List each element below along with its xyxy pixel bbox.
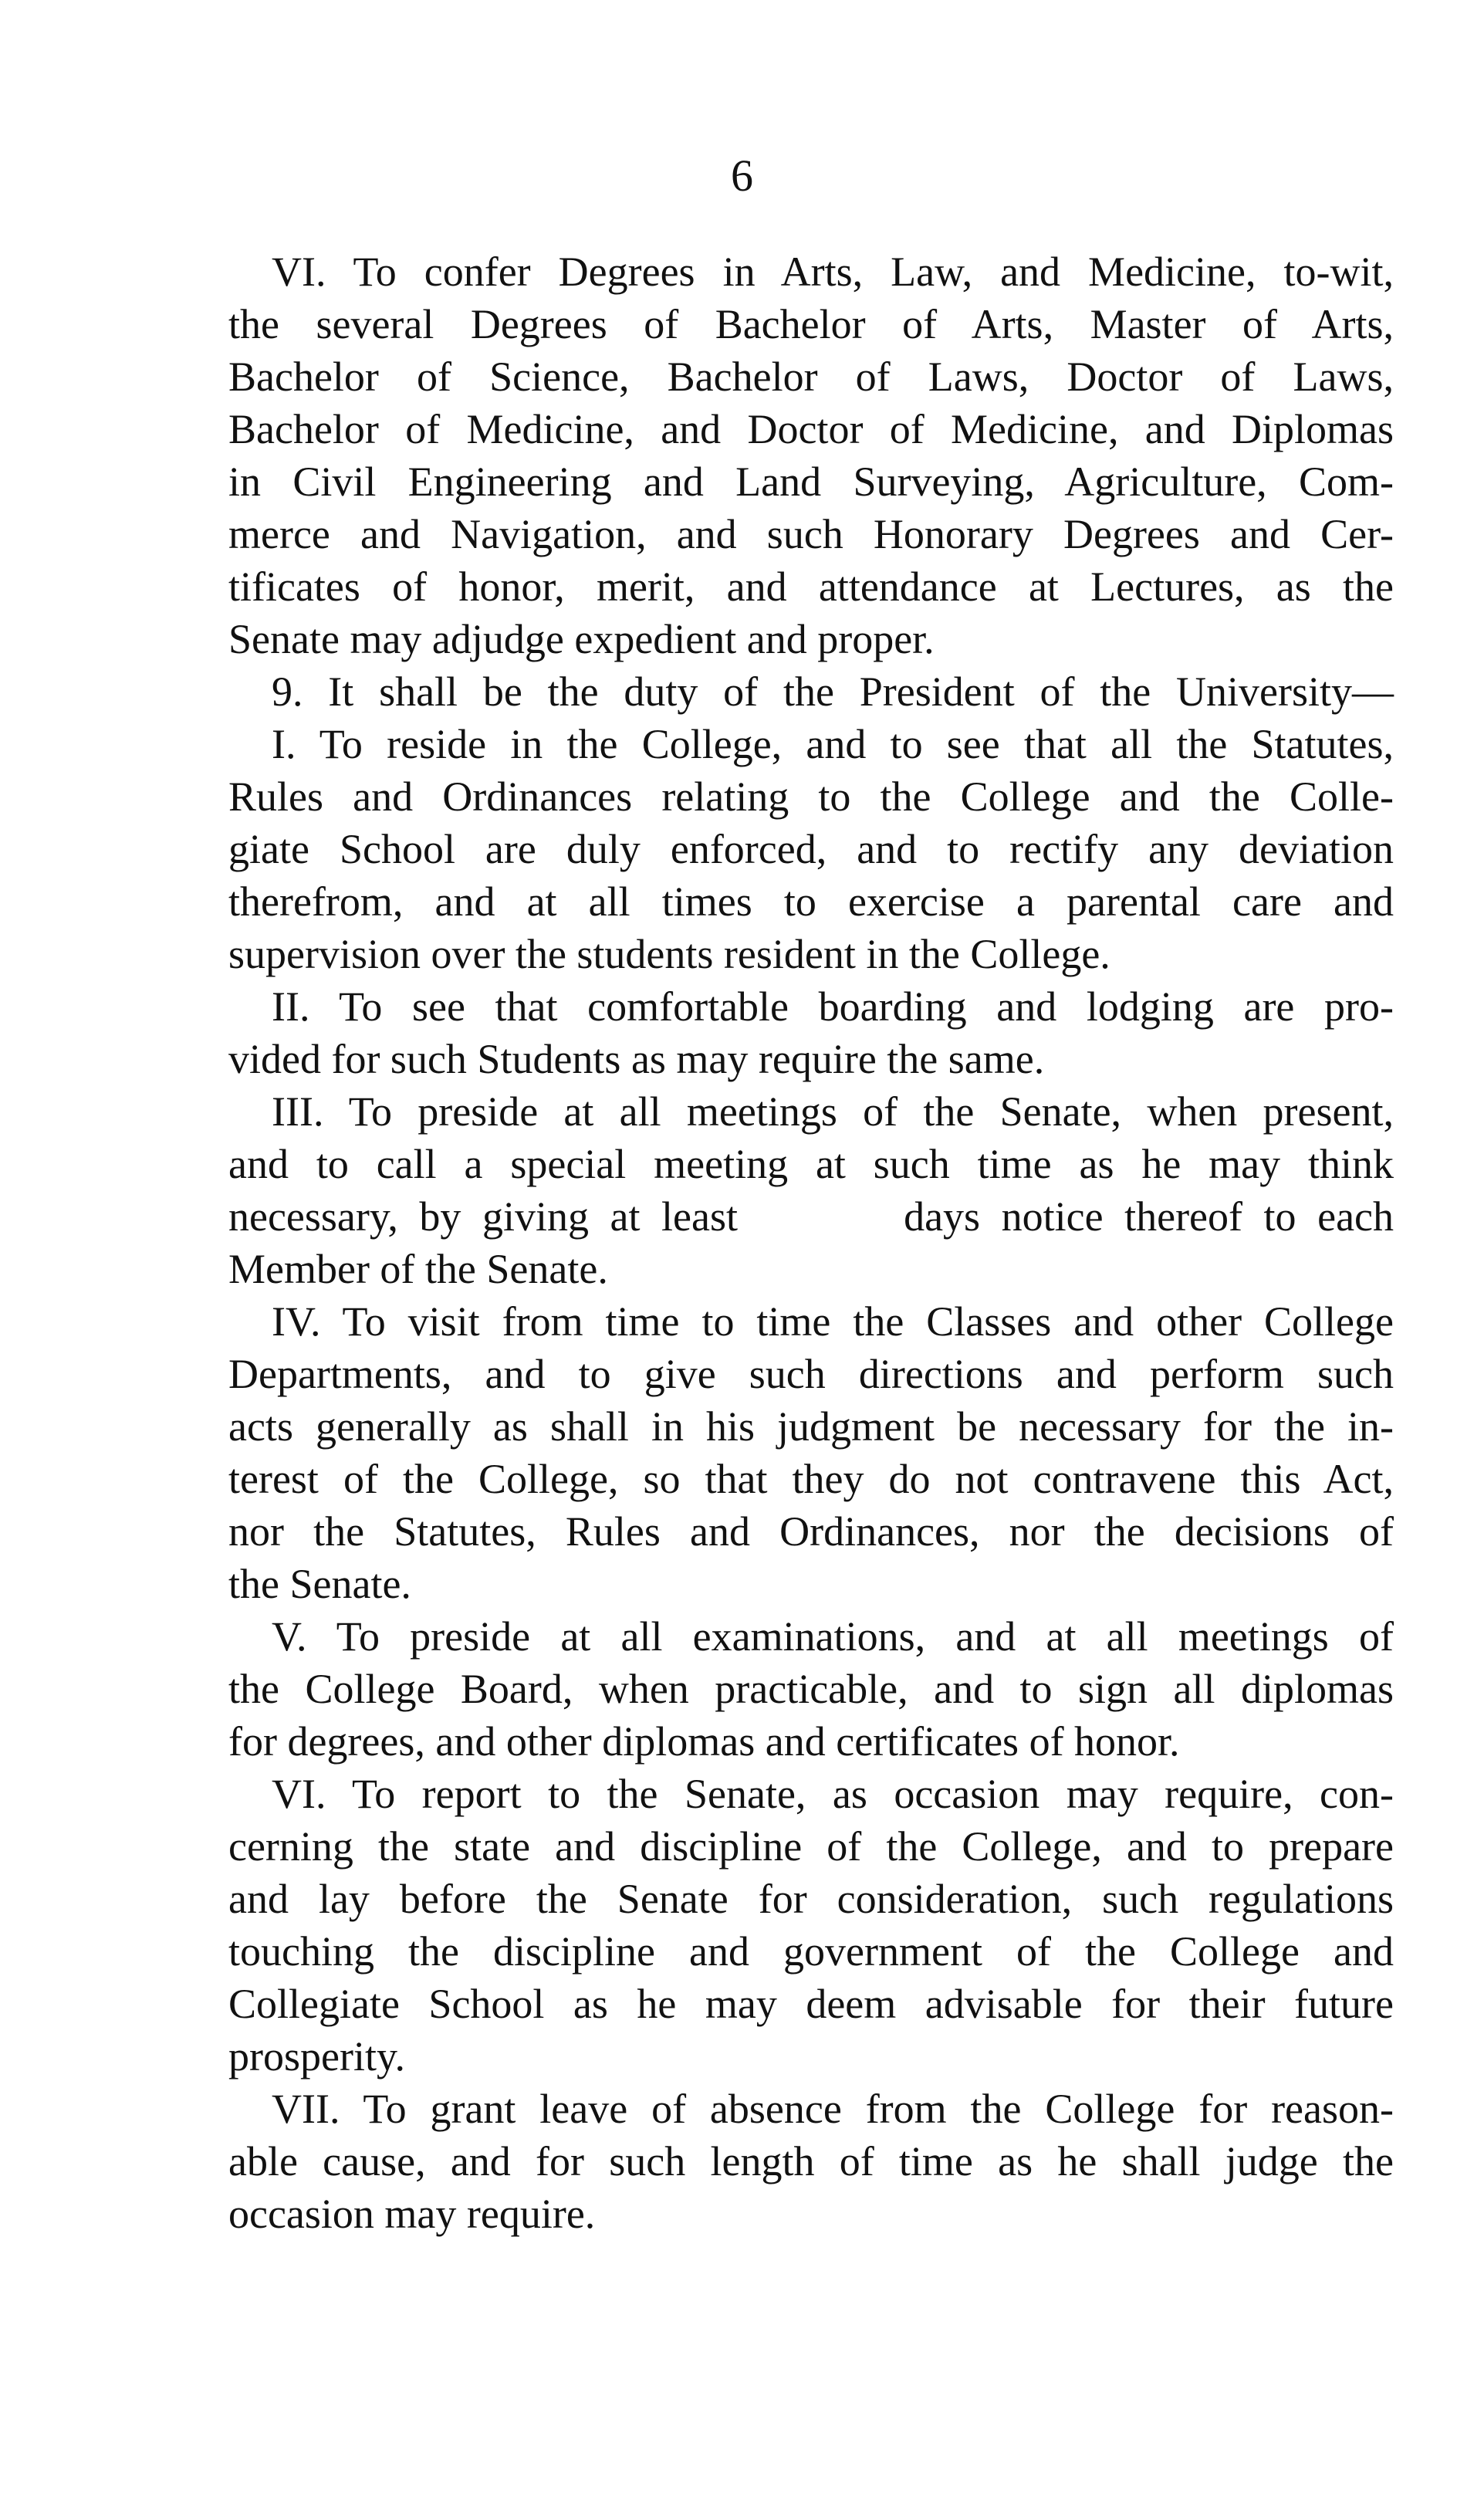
text-line: VI. To confer Degrees in Arts, Law, and Medicine, to-wit, <box>272 249 1394 295</box>
text-line: acts generally as shall in his judgment be necessary for the in- <box>228 1403 1394 1450</box>
text-line <box>228 1190 1394 1243</box>
text-line: supervision over the students resident in the College. <box>228 931 1110 977</box>
body-text <box>228 245 1394 2240</box>
text-line: Bachelor of Medicine, and Doctor of Medicine, and Diplomas <box>228 406 1394 452</box>
text-line: merce and Navigation, and such Honorary Degrees and Cer- <box>228 511 1394 557</box>
text-line: occasion may require. <box>228 2191 596 2237</box>
text-line: prosperity. <box>228 2033 405 2080</box>
text-line: tificates of honor, merit, and attendance at Lectures, as the <box>228 563 1394 610</box>
text-segment: necessary, by giving at least <box>228 1193 738 1240</box>
text-line: II. To see that comfortable boarding and lodging are pro- <box>272 983 1394 1030</box>
text-line: able cause, and for such length of time as he shall judge the <box>228 2138 1394 2184</box>
text-line: VII. To grant leave of absence from the College for reason- <box>272 2086 1394 2132</box>
text-line: 9. It shall be the duty of the President of the University— <box>272 668 1394 715</box>
text-line: touching the discipline and government of the College and <box>228 1928 1394 1975</box>
page-number: 6 <box>731 151 753 201</box>
text-line: Collegiate School as he may deem advisable for their future <box>228 1981 1394 2027</box>
text-line: nor the Statutes, Rules and Ordinances, nor the decisions of <box>228 1508 1394 1555</box>
text-line: IV. To visit from time to time the Classes and other College <box>272 1298 1394 1345</box>
text-line: the several Degrees of Bachelor of Arts, Master of Arts, <box>228 301 1394 347</box>
text-line: Member of the Senate. <box>228 1246 608 1292</box>
text-segment: days notice thereof to each <box>904 1193 1394 1240</box>
text-line: III. To preside at all meetings of the Senate, when present, <box>272 1088 1394 1135</box>
text-line: and to call a special meeting at such time as he may think <box>228 1141 1394 1187</box>
text-line: VI. To report to the Senate, as occasion may require, con- <box>272 1771 1394 1817</box>
text-line: I. To reside in the College, and to see that all the Statutes, <box>272 721 1394 767</box>
text-line: Bachelor of Science, Bachelor of Laws, Doctor of Laws, <box>228 354 1394 400</box>
text-line: Rules and Ordinances relating to the College and the Colle- <box>228 773 1394 820</box>
text-line: giate School are duly enforced, and to rectify any deviation <box>228 826 1394 872</box>
text-line: Senate may adjudge expedient and proper. <box>228 616 935 662</box>
text-line: Departments, and to give such directions and perform such <box>228 1351 1394 1397</box>
text-line: cerning the state and discipline of the College, and to prepare <box>228 1823 1394 1870</box>
text-line: in Civil Engineering and Land Surveying, Agriculture, Com- <box>228 459 1394 505</box>
text-line: the College Board, when practicable, and to sign all diplomas <box>228 1666 1394 1712</box>
text-line: and lay before the Senate for consideration, such regulations <box>228 1876 1394 1922</box>
text-line: V. To preside at all examinations, and at all meetings of <box>272 1613 1394 1660</box>
text-line: terest of the College, so that they do not contravene this Act, <box>228 1456 1394 1502</box>
text-line: the Senate. <box>228 1561 411 1607</box>
text-line: vided for such Students as may require the same. <box>228 1036 1045 1082</box>
text-line: therefrom, and at all times to exercise a parental care and <box>228 878 1394 925</box>
text-line: for degrees, and other diplomas and certificates of honor. <box>228 1718 1180 1765</box>
